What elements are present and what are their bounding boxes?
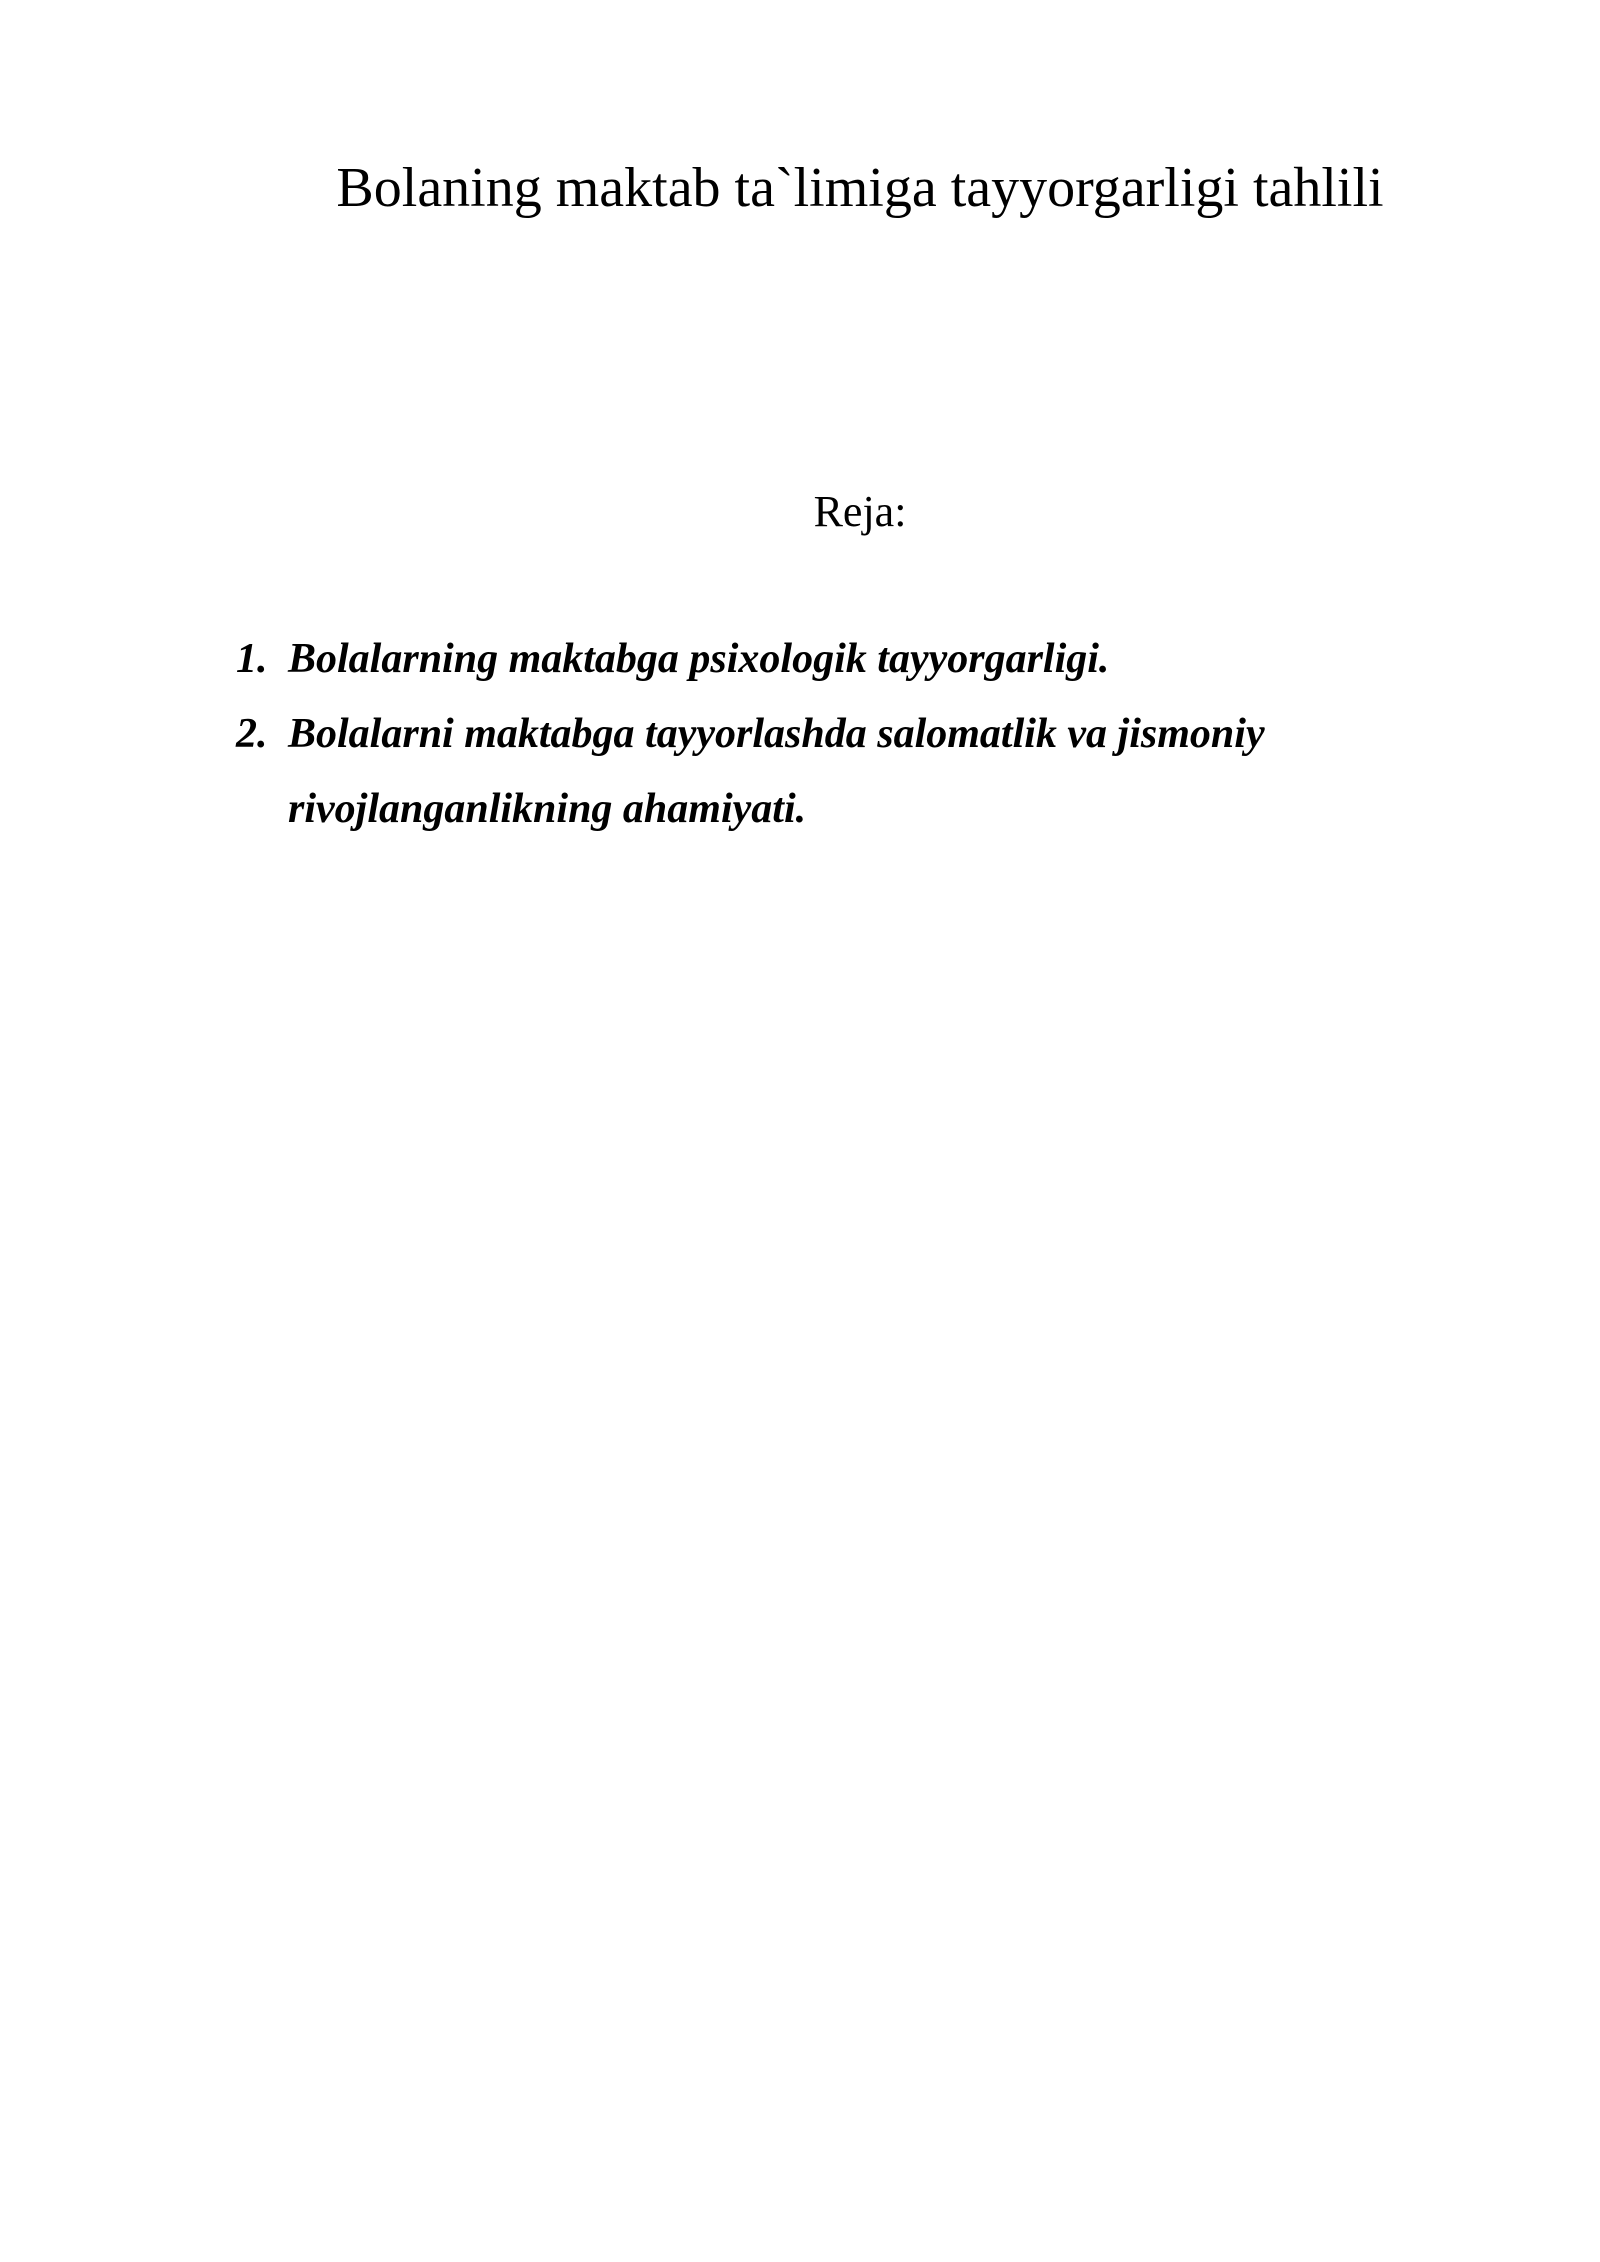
- plan-heading: Reja:: [813, 487, 907, 536]
- plan-item-number: 2.: [236, 711, 268, 757]
- plan-item-text: Bolalarning maktabga psixologik tayyorgarligi.: [288, 636, 1110, 682]
- plan-list: [236, 622, 1396, 847]
- plan-item-1: [236, 622, 1396, 697]
- plan-item-number: 1.: [236, 636, 268, 682]
- plan-item-2: [236, 697, 1396, 847]
- document-title: Bolaning maktab ta`limiga tayyorgarligi tahlili: [336, 157, 1384, 219]
- plan-item-text: Bolalarni maktabga tayyorlashda salomatlik va jismoniy rivojlanganlikning ahamiyati.: [288, 711, 1265, 832]
